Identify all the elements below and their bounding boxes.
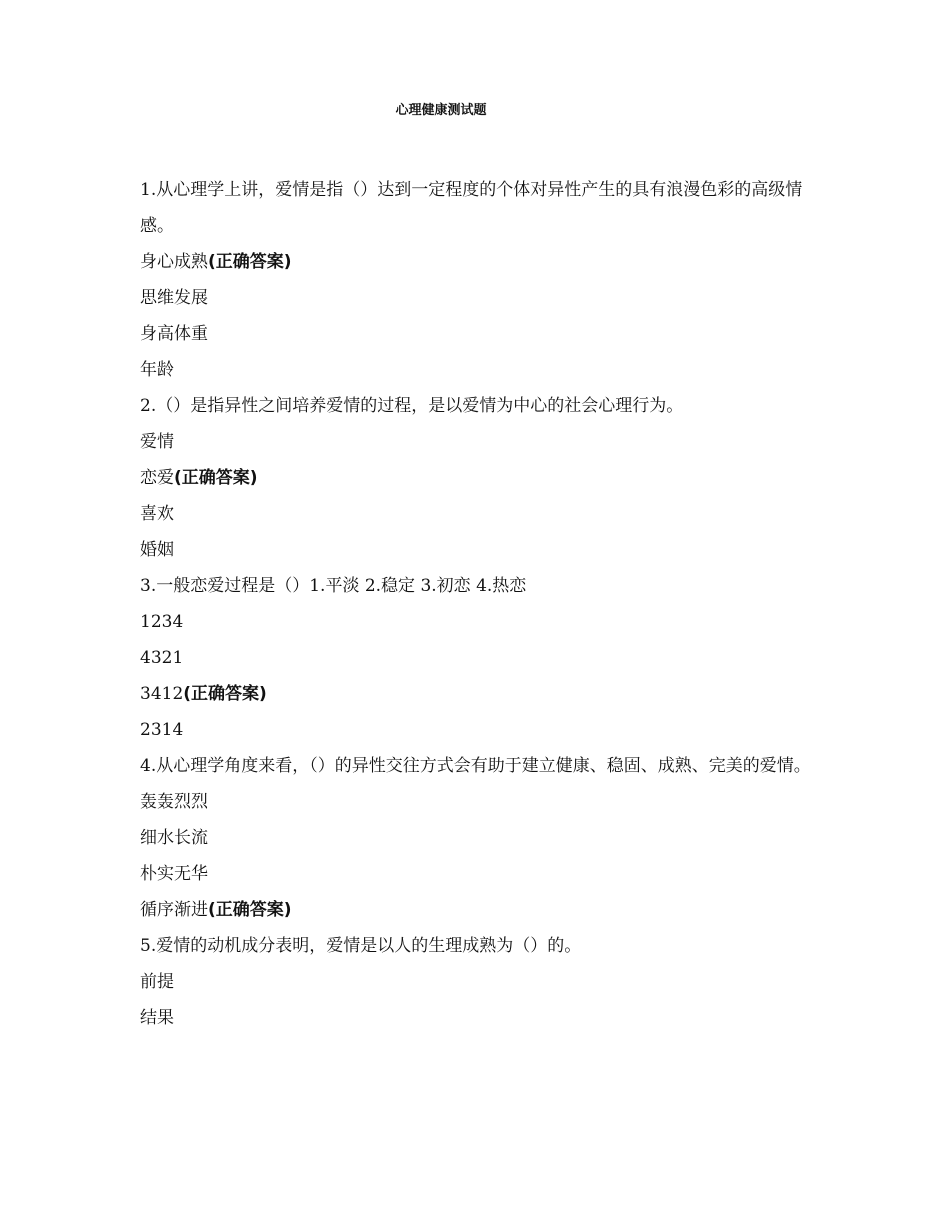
- question-text: 4.从心理学角度来看，（）的异性交往方式会有助于建立健康、稳固、成熟、完美的爱情。: [140, 756, 811, 776]
- option-text: 细水长流: [140, 828, 208, 848]
- answer-option: [140, 496, 820, 532]
- answer-option: [140, 1000, 820, 1036]
- option-text: 喜欢: [140, 504, 174, 524]
- option-text: 婚姻: [140, 540, 174, 560]
- option-text: 朴实无华: [140, 864, 208, 884]
- option-text: 结果: [140, 1008, 174, 1028]
- option-text: 爱情: [140, 432, 174, 452]
- question-block: [140, 568, 820, 748]
- correct-answer-tag: (正确答案): [174, 468, 258, 488]
- option-text: 轰轰烈烈: [140, 792, 208, 812]
- answer-option: [140, 460, 820, 496]
- option-text: 身心成熟: [140, 252, 208, 272]
- answer-option: [140, 532, 820, 568]
- answer-option: [140, 784, 820, 820]
- question-text: 1.从心理学上讲，爱情是指（）达到一定程度的个体对异性产生的具有浪漫色彩的高级情感。: [140, 180, 803, 236]
- answer-option: [140, 604, 820, 640]
- question-block: [140, 748, 820, 928]
- option-text: 思维发展: [140, 288, 208, 308]
- answer-option: [140, 424, 820, 460]
- question-block: [140, 172, 820, 388]
- document-title: 心理健康测试题: [395, 103, 487, 118]
- question-block: [140, 388, 820, 568]
- option-text: 4321: [140, 648, 184, 668]
- answer-option: [140, 964, 820, 1000]
- answer-option: [140, 316, 820, 352]
- option-text: 前提: [140, 972, 174, 992]
- answer-option: [140, 856, 820, 892]
- question-text: 5.爱情的动机成分表明，爱情是以人的生理成熟为（）的。: [140, 936, 582, 956]
- answer-option: [140, 676, 820, 712]
- correct-answer-tag: (正确答案): [208, 900, 292, 920]
- answer-option: [140, 352, 820, 388]
- answer-option: [140, 820, 820, 856]
- answer-option: [140, 892, 820, 928]
- option-text: 身高体重: [140, 324, 208, 344]
- answer-option: [140, 280, 820, 316]
- correct-answer-tag: (正确答案): [183, 684, 267, 704]
- question-text: 3.一般恋爱过程是（）1.平淡 2.稳定 3.初恋 4.热恋: [140, 576, 527, 596]
- option-text: 恋爱: [140, 468, 174, 488]
- correct-answer-tag: (正确答案): [208, 252, 292, 272]
- option-text: 年龄: [140, 360, 174, 380]
- option-text: 3412: [140, 684, 184, 704]
- answer-option: [140, 244, 820, 280]
- answer-option: [140, 640, 820, 676]
- question-block: [140, 928, 820, 1036]
- question-text: 2.（）是指异性之间培养爱情的过程，是以爱情为中心的社会心理行为。: [140, 396, 684, 416]
- option-text: 循序渐进: [140, 900, 208, 920]
- answer-option: [140, 712, 820, 748]
- option-text: 2314: [140, 720, 184, 740]
- question-list: [140, 172, 820, 1036]
- option-text: 1234: [140, 612, 184, 632]
